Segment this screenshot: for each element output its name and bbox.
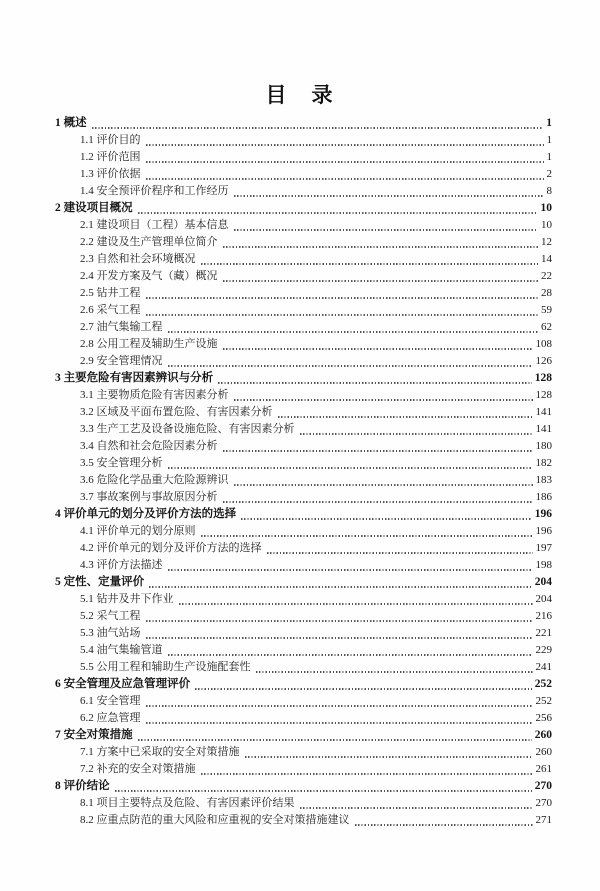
toc-entry-label: 2.3 自然和社会环境概况 [80,253,196,265]
dot-leader [245,756,533,757]
toc-entry-label: 6.2 应急管理 [80,712,141,724]
toc-entry-page: 182 [535,457,552,469]
dot-leader [146,722,533,723]
toc-entry-page: 128 [534,372,552,384]
dot-leader [146,620,533,621]
dot-leader [168,365,533,366]
dot-leader [223,501,533,502]
dot-leader [146,178,544,179]
toc-entry-label: 7.2 补充的安全对策措施 [80,763,196,775]
toc-entry [55,574,552,591]
dot-leader [168,654,533,655]
toc-entry-page: 229 [535,644,552,656]
toc-entry [55,370,552,387]
toc-entry [80,336,552,353]
toc-entry-page: 196 [534,508,552,520]
toc-entry-label: 3.6 危险化学品重大危险源辨识 [80,474,229,486]
dot-leader [138,739,532,740]
dot-leader [201,535,533,536]
toc-entry-page: 10 [540,202,552,214]
dot-leader [223,450,533,451]
toc-entry-label: 4 评价单元的划分及评价方法的选择 [55,508,237,520]
toc-entry-page: 197 [535,542,552,554]
toc-entry-page: 196 [535,525,552,537]
dot-leader [234,399,533,400]
toc-entry-label: 5.3 油气站场 [80,627,141,639]
toc-entry-page: 221 [535,627,552,639]
dot-leader [138,212,538,213]
toc-entry-label: 5 定性、定量评价 [55,576,145,588]
toc-entry [80,251,552,268]
dot-leader [234,229,539,230]
toc-entry [80,523,552,540]
toc-entry-page: 260 [535,746,552,758]
toc-entry-label: 5.4 油气集输管道 [80,644,163,656]
toc-entry-label: 8.2 应重点防范的重大风险和应重视的安全对策措施建议 [80,814,350,826]
toc-entry-page: 141 [535,406,552,418]
toc-entry-page: 10 [541,219,552,231]
toc-entry [80,438,552,455]
toc-entry-page: 126 [535,355,552,367]
toc-entry-page: 260 [534,729,552,741]
toc-entry-label: 2.4 开发方案及气（藏）概况 [80,270,218,282]
toc-entry-label: 2.8 公用工程及辅助生产设施 [80,338,218,350]
toc-entry-page: 12 [541,236,552,248]
toc-entry [80,642,552,659]
toc-entry-page: 271 [535,814,552,826]
toc-entry-page: 59 [541,304,552,316]
toc-entry [80,183,552,200]
page-title: 目 录 [265,83,335,107]
toc-entry-page: 204 [534,576,552,588]
toc-entry [80,625,552,642]
toc-entry-page: 1 [546,151,552,163]
toc-entry-page: 2 [546,168,552,180]
toc-entry [80,761,552,778]
toc-entry [80,421,552,438]
toc-entry-label: 4.1 评价单元的划分原则 [80,525,196,537]
toc-entry [80,812,552,829]
toc-entry-page: 108 [535,338,552,350]
toc-entry-page: 270 [534,780,552,792]
toc-entry-page: 1 [546,134,552,146]
toc-entry-page: 8 [546,185,552,197]
toc-entry-label: 8 评价结论 [55,780,110,792]
dot-leader [195,688,532,689]
toc-list [55,115,552,829]
toc-entry-label: 2.6 采气工程 [80,304,141,316]
toc-entry-label: 2.2 建设及生产管理单位简介 [80,236,218,248]
toc-entry-label: 5.5 公用工程和辅助生产设施配套性 [80,661,251,673]
toc-entry [80,455,552,472]
toc-entry-page: 22 [541,270,552,282]
toc-entry [80,591,552,608]
toc-entry-page: 261 [535,763,552,775]
toc-entry-page: 62 [541,321,552,333]
dot-leader [115,790,532,791]
toc-entry-label: 1.3 评价依据 [80,168,141,180]
toc-entry-label: 2.9 安全管理情况 [80,355,163,367]
dot-leader [218,382,532,383]
toc-entry-label: 2.7 油气集输工程 [80,321,163,333]
toc-entry-label: 3.1 主要物质危险有害因素分析 [80,389,229,401]
toc-entry [80,659,552,676]
dot-leader [267,552,533,553]
toc-entry-page: 14 [541,253,552,265]
toc-entry-page: 186 [535,491,552,503]
toc-entry [80,234,552,251]
toc-entry-label: 2 建设项目概况 [55,202,133,214]
toc-entry-label: 2.5 钻井工程 [80,287,141,299]
toc-entry-page: 198 [535,559,552,571]
dot-leader [92,127,544,128]
dot-leader [234,195,544,196]
dot-leader [241,518,532,519]
toc-entry-page: 183 [535,474,552,486]
toc-entry-page: 180 [535,440,552,452]
toc-entry-page: 252 [535,695,552,707]
toc-entry-label: 5.2 采气工程 [80,610,141,622]
toc-entry [80,472,552,489]
toc-entry-label: 6 安全管理及应急管理评价 [55,678,191,690]
dot-leader [146,314,539,315]
toc-entry-label: 1.4 安全预评价程序和工作经历 [80,185,229,197]
toc-entry [55,200,552,217]
toc-entry [55,727,552,744]
dot-leader [201,263,539,264]
toc-entry-label: 3.2 区域及平面布置危险、有害因素分析 [80,406,273,418]
toc-entry-label: 6.1 安全管理 [80,695,141,707]
toc-entry-page: 128 [535,389,552,401]
dot-leader [201,773,533,774]
dot-leader [146,144,544,145]
toc-entry-label: 3.4 自然和社会危险因素分析 [80,440,218,452]
dot-leader [146,705,533,706]
toc-entry-label: 8.1 项目主要特点及危险、有害因素评价结果 [80,797,295,809]
dot-leader [223,348,533,349]
dot-leader [223,280,539,281]
toc-entry [80,353,552,370]
dot-leader [223,246,539,247]
toc-entry [80,387,552,404]
toc-entry-page: 1 [546,117,552,129]
toc-entry-page: 270 [535,797,552,809]
toc-entry [80,404,552,421]
toc-entry-label: 2.1 建设项目（工程）基本信息 [80,219,229,231]
dot-leader [168,331,539,332]
dot-leader [300,807,533,808]
toc-entry [80,693,552,710]
dot-leader [146,161,544,162]
toc-entry [80,302,552,319]
toc-entry-label: 1.2 评价范围 [80,151,141,163]
toc-entry [80,166,552,183]
toc-entry [80,319,552,336]
toc-entry [55,676,552,693]
dot-leader [234,484,533,485]
dot-leader [149,586,532,587]
toc-entry [80,268,552,285]
toc-entry-page: 204 [535,593,552,605]
toc-entry [80,217,552,234]
toc-entry [80,540,552,557]
toc-entry [55,506,552,523]
toc-entry-page: 28 [541,287,552,299]
toc-entry-label: 3 主要危险有害因素辨识与分析 [55,372,214,384]
toc-entry-label: 7.1 方案中已采取的安全对策措施 [80,746,240,758]
dot-leader [168,569,533,570]
toc-entry-label: 1.1 评价目的 [80,134,141,146]
toc-entry-page: 141 [535,423,552,435]
toc-entry-label: 4.2 评价单元的划分及评价方法的选择 [80,542,262,554]
toc-entry [80,489,552,506]
toc-entry-label: 5.1 钻井及井下作业 [80,593,174,605]
dot-leader [168,467,533,468]
toc-entry-label: 3.3 生产工艺及设备设施危险、有害因素分析 [80,423,295,435]
dot-leader [355,824,533,825]
toc-entry-label: 3.7 事故案例与事故原因分析 [80,491,218,503]
toc-entry [80,557,552,574]
toc-entry [55,778,552,795]
toc-entry-page: 216 [535,610,552,622]
toc-entry [80,710,552,727]
toc-entry [80,795,552,812]
dot-leader [256,671,533,672]
dot-leader [278,416,533,417]
dot-leader [179,603,533,604]
toc-entry-page: 252 [534,678,552,690]
dot-leader [146,297,539,298]
toc-entry-label: 7 安全对策措施 [55,729,133,741]
toc-entry-page: 241 [535,661,552,673]
dot-leader [146,637,533,638]
toc-entry [80,132,552,149]
toc-entry-label: 1 概述 [55,117,87,129]
dot-leader [300,433,533,434]
toc-entry [80,285,552,302]
toc-entry [55,115,552,132]
toc-entry-label: 3.5 安全管理分析 [80,457,163,469]
toc-entry [80,744,552,761]
toc-entry-label: 4.3 评价方法描述 [80,559,163,571]
toc-entry-page: 256 [535,712,552,724]
toc-entry [80,608,552,625]
toc-entry [80,149,552,166]
